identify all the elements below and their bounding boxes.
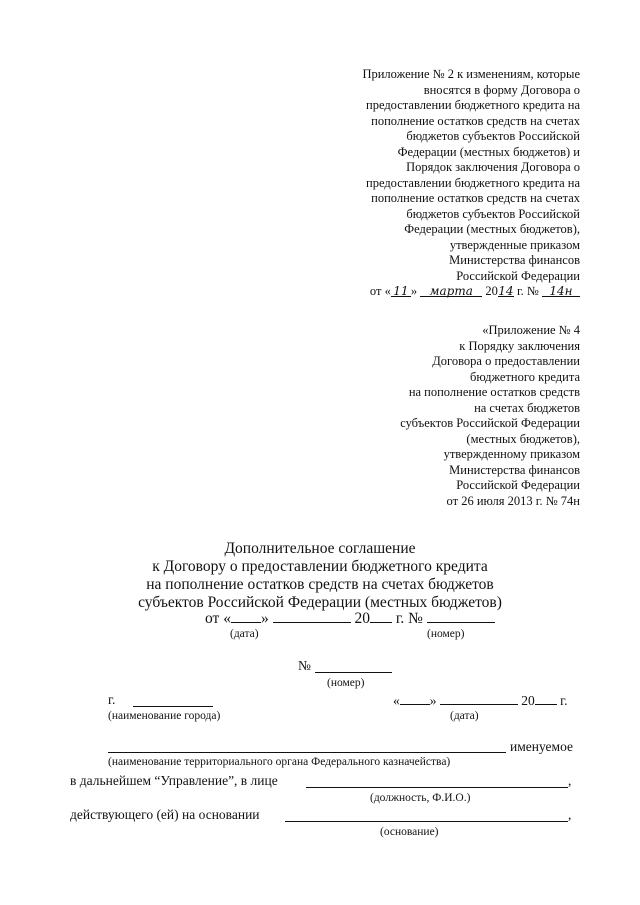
appendix2-block [362, 67, 580, 300]
agreement-number-caption: (номер) [327, 677, 365, 689]
appendix4-line: бюджетного кредита [470, 369, 580, 384]
organ-blank [108, 752, 506, 753]
appendix4-line: на пополнение остатков средств [408, 385, 580, 399]
appendix4-line: от 26 июля 2013 г. № 74н [446, 493, 580, 508]
city-blank [133, 706, 213, 707]
appendix4-line: (местных бюджетов), [466, 431, 580, 446]
basis-caption: (основание) [380, 826, 439, 838]
appendix2-line: Российской Федерации [456, 268, 580, 283]
comma: , [568, 807, 572, 822]
management-line: в дальнейшем “Управление”, в лице [70, 773, 278, 788]
appendix4-line: утвержденному приказом [443, 447, 580, 461]
agreement-title [100, 540, 540, 612]
organ-caption: (наименование территориального органа Федерального казначейства) [108, 756, 451, 768]
appendix2-line: бюджетов субъектов Российской [406, 206, 580, 221]
appendix2-line: утвержденные приказом [449, 237, 580, 252]
appendix4-line: к Порядку заключения [459, 338, 580, 353]
acting-line: действующего (ей) на основании [70, 807, 260, 822]
title-date-caption: (дата) [230, 628, 259, 640]
city-month-blank [440, 692, 518, 705]
appendix2-line: Федерации (местных бюджетов) и [397, 144, 580, 159]
title-number-caption: (номер) [427, 628, 465, 640]
appendix4-line: на счетах бюджетов [474, 400, 580, 415]
handwritten-year: 14 [498, 284, 514, 298]
appendix4-block [400, 323, 580, 509]
title-date-line: от « » 20 г. № [205, 610, 495, 628]
city-day-blank [400, 692, 430, 705]
position-blank [306, 787, 568, 788]
agreement-number-blank [315, 672, 392, 673]
appendix2-line: пополнение остатков средств на счетах [371, 191, 580, 205]
city-date-line: « » 20 г. [393, 693, 568, 708]
day-blank [231, 610, 261, 623]
appendix2-line: Федерации (местных бюджетов), [404, 222, 580, 236]
appendix2-line: Приложение № 2 к изменениям, которые [362, 67, 580, 81]
appendix2-line: Министерства финансов [449, 253, 580, 267]
handwritten-number: 14н [542, 284, 580, 297]
position-caption: (должность, Ф.И.О.) [370, 792, 471, 804]
title-line: к Договору о предоставлении бюджетного кредита [152, 558, 488, 575]
city-prefix: г. [108, 692, 116, 707]
appendix4-line: Российской Федерации [456, 478, 580, 492]
handwritten-month: марта [420, 284, 482, 297]
appendix2-line: вносятся в форму Договора о [423, 82, 580, 97]
title-line: Дополнительное соглашение [224, 540, 416, 557]
comma: , [568, 773, 572, 788]
appendix4-line: субъектов Российской Федерации [400, 416, 580, 430]
year-blank [370, 610, 392, 623]
named-word: именуемое [510, 739, 573, 754]
agreement-number-sign: № [298, 658, 311, 673]
appendix2-line: пополнение остатков средств на счетах [371, 113, 580, 128]
appendix2-line: Порядок заключения Договора о [406, 160, 580, 174]
city-caption: (наименование города) [108, 710, 221, 722]
title-line: на пополнение остатков средств на счетах бюджетов [146, 576, 494, 593]
appendix4-line: «Приложение № 4 [482, 323, 580, 337]
appendix4-line: Министерства финансов [449, 462, 580, 477]
basis-blank [285, 821, 568, 822]
city-year-blank [535, 692, 557, 705]
appendix2-line: предоставлении бюджетного кредита на [366, 175, 580, 190]
city-date-caption: (дата) [450, 710, 479, 722]
number-blank [427, 610, 495, 623]
appendix2-order-date: от « 11 » марта 2014 г. № 14н [362, 284, 580, 300]
month-blank [273, 610, 351, 623]
appendix2-line: предоставлении бюджетного кредита на [366, 98, 580, 112]
handwritten-day: 11 [391, 284, 411, 297]
title-line: субъектов Российской Федерации (местных бюджетов) [138, 594, 502, 611]
appendix4-line: Договора о предоставлении [432, 354, 580, 368]
appendix2-line: бюджетов субъектов Российской [406, 129, 580, 143]
